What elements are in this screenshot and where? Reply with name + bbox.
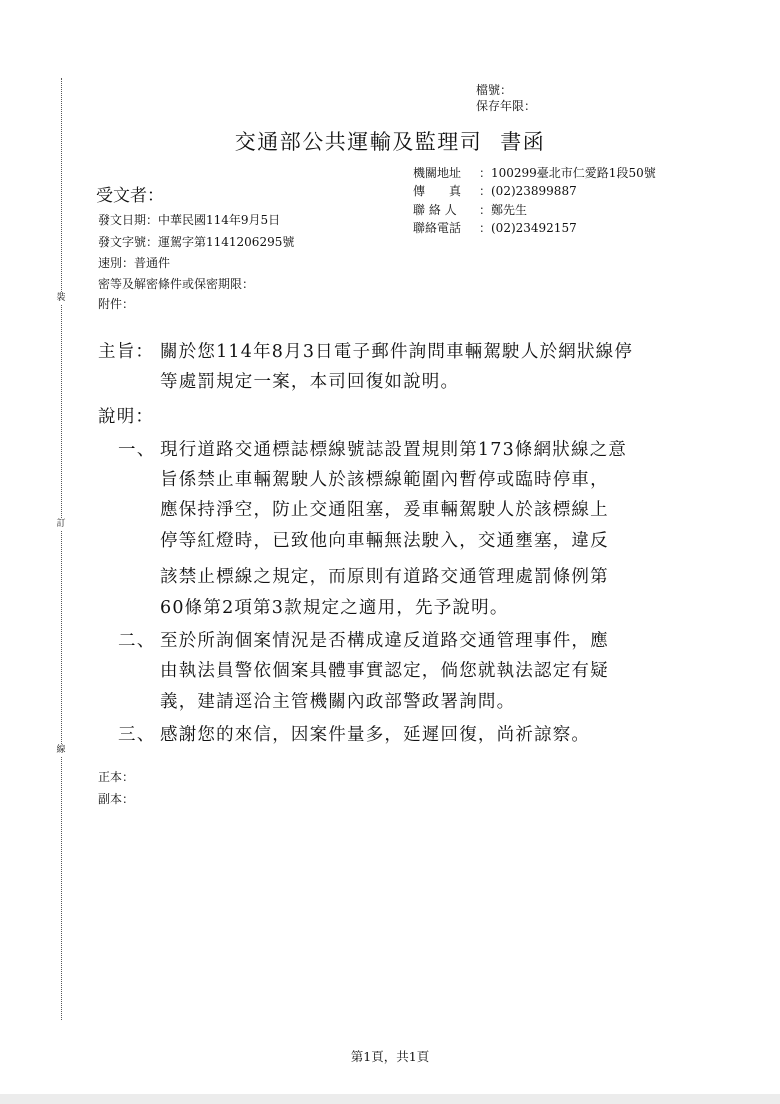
item-1-line-3: 應保持淨空，防止交通阻塞，爰車輛駕駛人於該標線上: [160, 500, 609, 520]
item-1-line-5: 該禁止標線之規定，而原則有道路交通管理處罰條例第: [160, 567, 609, 587]
item-1-marker: 一、: [118, 440, 156, 460]
item-1-line-4: 停等紅燈時，已致他向車輛無法駛入，交通壅塞，違反: [160, 531, 609, 551]
item-1-line-6: 60條第2項第3款規定之適用，先予說明。: [160, 598, 509, 618]
item-1-line-2: 旨係禁止車輛駕駛人於該標線範圍內暫停或臨時停車，: [160, 470, 609, 490]
recipient-label: 受文者：: [96, 186, 164, 206]
item-1-line-1: 現行道路交通標誌標線號誌設置規則第173條網狀線之意: [160, 440, 628, 460]
original-copy-label: 正本：: [98, 770, 135, 784]
item-2-marker: 二、: [118, 631, 156, 651]
issuing-agency: 交通部公共運輸及監理司: [234, 130, 483, 154]
duplicate-copy-label: 副本：: [98, 792, 135, 806]
item-2-line-3: 義，建請逕洽主管機關內政部警政署詢問。: [160, 692, 516, 712]
page-bottom-edge: [0, 1094, 780, 1104]
attachments-label: 附件：: [98, 297, 135, 311]
item-2-line-2: 由執法員警依個案具體事實認定，倘您就執法認定有疑: [160, 661, 609, 681]
secrecy-level: 密等及解密條件或保密期限：: [98, 277, 255, 291]
contact-phone: 聯絡電話 ：(02)23492157: [413, 221, 577, 235]
issue-date: 發文日期：中華民國114年9月5日: [98, 213, 281, 227]
binding-mark-top: 裝: [54, 292, 68, 304]
explanation-label: 說明：: [98, 407, 155, 427]
binding-dotted-line: [61, 78, 62, 1020]
subject-label: 主旨：: [98, 342, 155, 362]
item-3-line-1: 感謝您的來信，因案件量多，延遲回復，尚祈諒察。: [160, 725, 591, 745]
item-2-line-1: 至於所詢個案情況是否構成違反道路交通管理事件，應: [160, 631, 609, 651]
delivery-speed: 速別：普通件: [98, 256, 171, 270]
subject-line-1: 關於您114年8月3日電子郵件詢問車輛駕駛人於網狀線停: [160, 342, 634, 362]
file-number-label: 檔號：: [476, 83, 513, 97]
reference-number: 發文字號：運駕字第1141206295號: [98, 235, 295, 249]
retention-period-label: 保存年限：: [476, 99, 537, 113]
document-type: 書函: [500, 130, 546, 154]
binding-mark-bottom: 線: [54, 744, 68, 756]
subject-line-2: 等處罰規定一案，本司回復如說明。: [160, 372, 460, 392]
binding-mark-middle: 訂: [54, 518, 68, 530]
contact-person: 聯 絡 人 ：鄭先生: [413, 203, 528, 217]
page-number: 第1頁，共1頁: [350, 1049, 430, 1064]
item-3-marker: 三、: [118, 725, 156, 745]
contact-address: 機關地址 ：100299臺北市仁愛路1段50號: [413, 166, 656, 180]
document-title: [0, 126, 780, 156]
contact-fax: 傳 真 ：(02)23899887: [413, 184, 577, 198]
